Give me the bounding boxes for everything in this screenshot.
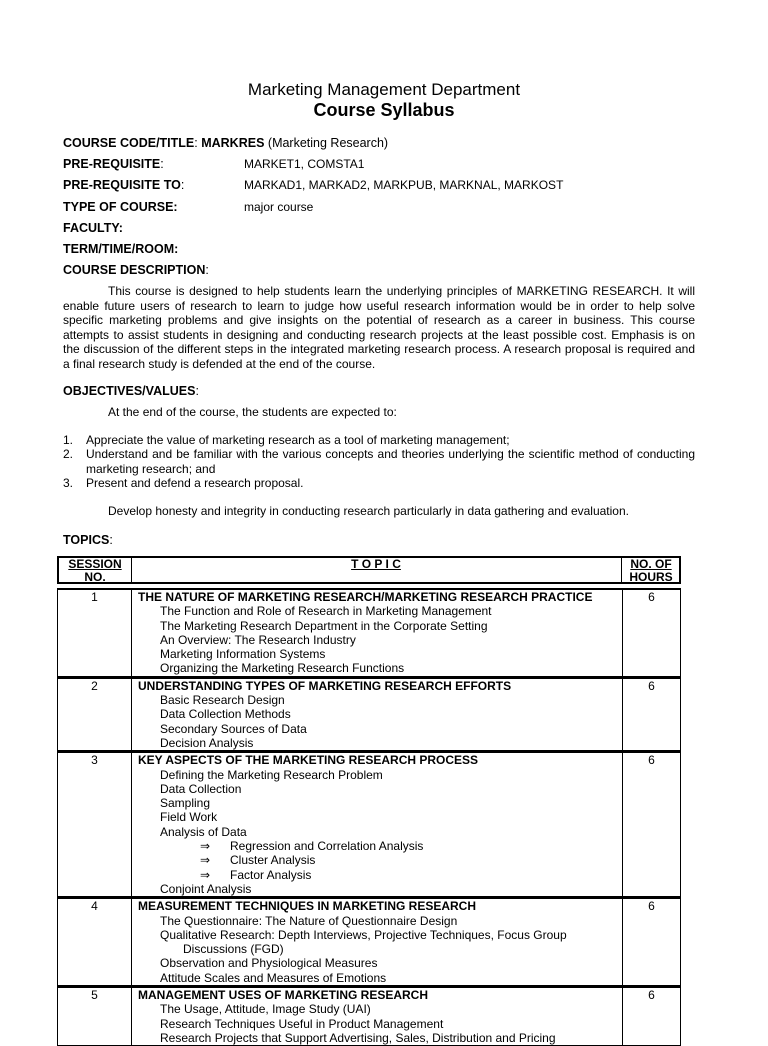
department-title: Marketing Management Department xyxy=(247,80,521,99)
values-statement: Develop honesty and integrity in conducting research particularly in data gathering and evaluation. xyxy=(108,504,629,518)
arrow-icon: ⇒ xyxy=(200,853,211,868)
objectives-heading: OBJECTIVES/VALUES: xyxy=(63,384,199,398)
course-code-label: COURSE CODE/TITLE xyxy=(63,136,195,150)
faculty-row xyxy=(63,221,123,235)
topic-line: The Marketing Research Department in the Corporate Setting xyxy=(160,618,488,633)
session-number: 4 xyxy=(58,899,132,985)
prereq-label: PRE-REQUISITE xyxy=(63,157,161,171)
prereq-to-label: PRE-REQUISITE TO xyxy=(63,178,181,192)
topic-line: Conjoint Analysis xyxy=(160,881,252,896)
topic-line: Analysis of Data xyxy=(160,824,247,839)
prereq-value: MARKET1, COMSTA1 xyxy=(244,157,365,171)
topic-line: Field Work xyxy=(160,810,218,825)
objectives-intro: At the end of the course, the students are expected to: xyxy=(108,405,397,419)
arrow-icon: ⇒ xyxy=(200,839,211,854)
topic-subline xyxy=(138,853,616,867)
topic-line: An Overview: The Research Industry xyxy=(160,632,356,647)
session-number: 5 xyxy=(58,988,132,1045)
topic-line: Secondary Sources of Data xyxy=(160,721,307,736)
topic-subline xyxy=(138,868,616,882)
topic-title: MEASUREMENT TECHNIQUES IN MARKETING RESEARCH xyxy=(138,899,477,914)
objective-item xyxy=(63,476,695,490)
topic-line: Sampling xyxy=(160,796,211,811)
desc-row: COURSE DESCRIPTION: xyxy=(63,263,209,277)
topics-table-header xyxy=(57,556,681,584)
objectives-list xyxy=(63,433,695,491)
objectives-label: OBJECTIVES/VALUES xyxy=(63,384,196,398)
prereq-row: PRE-REQUISITE: MARKET1, COMSTA1 xyxy=(63,157,365,171)
hours-value: 6 xyxy=(622,753,680,896)
table-row xyxy=(57,751,681,897)
objective-item xyxy=(63,433,695,447)
session-number: 3 xyxy=(58,753,132,896)
course-description: This course is designed to help students learn the underlying principles of MARKETING RESEARCH. It will enable future users of research to learn to judge how useful research information would be in order to help solve specific marketing problems and give insights on the potential of research as a career in business. This course attempts to assist students in designing and conducting research projects at the least possible cost. Emphasis is on the discussion of the different steps in the integrated marketing research process. A research proposal is required and a final research study is defended at the end of the course. xyxy=(63,284,695,371)
session-number: 2 xyxy=(58,679,132,750)
topic-line: Marketing Information Systems xyxy=(160,647,326,662)
objective-number: 2. xyxy=(63,447,74,462)
topic-title: KEY ASPECTS OF THE MARKETING RESEARCH PROCESS xyxy=(138,753,479,768)
topic-line: Discussions (FGD) xyxy=(183,942,284,957)
objective-text: Appreciate the value of marketing research as a tool of marketing management; xyxy=(86,433,510,447)
faculty-label: FACULTY: xyxy=(63,221,123,235)
table-row xyxy=(57,588,681,677)
topic-line: Research Techniques Useful in Product Management xyxy=(160,1016,444,1031)
course-title-value: (Marketing Research) xyxy=(267,136,389,150)
topic-title: THE NATURE OF MARKETING RESEARCH/MARKETING RESEARCH PRACTICE xyxy=(138,590,593,604)
topics-table-body xyxy=(57,588,681,1046)
topic-title: UNDERSTANDING TYPES OF MARKETING RESEARCH EFFORTS xyxy=(138,678,512,693)
topic-line: Decision Analysis xyxy=(160,735,254,750)
objective-text: Present and defend a research proposal. xyxy=(86,476,304,491)
topic-line: Basic Research Design xyxy=(160,693,285,708)
topic-line: Data Collection Methods xyxy=(160,707,291,722)
table-row xyxy=(57,897,681,986)
topic-line: Data Collection xyxy=(160,781,242,796)
topic-line: Observation and Physiological Measures xyxy=(160,956,378,971)
hours-col-header: NO. OF HOURS xyxy=(621,558,680,582)
topic-line: Attitude Scales and Measures of Emotions xyxy=(160,970,387,985)
session-number: 1 xyxy=(58,590,132,676)
topics-label: TOPICS xyxy=(63,533,110,547)
topic-line: Qualitative Research: Depth Interviews, Projective Techniques, Focus Group xyxy=(160,927,567,942)
topic-subline-text: Regression and Correlation Analysis xyxy=(230,839,424,854)
type-label: TYPE OF COURSE: xyxy=(63,200,178,214)
hours-value: 6 xyxy=(622,590,680,676)
hours-value: 6 xyxy=(622,988,680,1045)
objective-number: 1. xyxy=(63,433,74,447)
topic-line: Defining the Marketing Research Problem xyxy=(160,767,383,782)
topic-line: The Questionnaire: The Nature of Questionnaire Design xyxy=(160,913,458,928)
topic-line: The Usage, Attitude, Image Study (UAI) xyxy=(160,1002,371,1017)
topic-line: The Function and Role of Research in Marketing Management xyxy=(160,604,492,619)
prereq-to-value: MARKAD1, MARKAD2, MARKPUB, MARKNAL, MARKOST xyxy=(244,178,564,192)
objective-text: Understand and be familiar with the various concepts and theories underlying the scientific method of conducting marketing research; and xyxy=(86,447,695,476)
topic-subline-text: Factor Analysis xyxy=(230,867,312,882)
table-row xyxy=(57,986,681,1046)
hours-value: 6 xyxy=(622,679,680,750)
type-value: major course xyxy=(244,200,314,214)
course-code-row: COURSE CODE/TITLE: MARKRES (Marketing Research) xyxy=(63,136,389,150)
session-col-header: SESSION NO. xyxy=(59,558,132,582)
table-row xyxy=(57,677,681,751)
term-row xyxy=(63,242,178,256)
desc-label: COURSE DESCRIPTION xyxy=(63,263,206,277)
objective-number: 3. xyxy=(63,476,74,491)
page-title: Course Syllabus xyxy=(313,100,455,120)
topic-title: MANAGEMENT USES OF MARKETING RESEARCH xyxy=(138,988,429,1003)
course-code-value: MARKRES xyxy=(201,136,265,150)
topics-heading: TOPICS: xyxy=(63,533,113,547)
topic-col-header: T O P I C xyxy=(351,557,401,571)
term-label: TERM/TIME/ROOM: xyxy=(63,242,179,256)
hours-value: 6 xyxy=(622,899,680,985)
topic-line: Organizing the Marketing Research Functions xyxy=(160,661,405,676)
topic-line: Research Projects that Support Advertising, Sales, Distribution and Pricing xyxy=(160,1030,556,1045)
type-row xyxy=(63,200,314,214)
arrow-icon: ⇒ xyxy=(200,867,211,882)
topic-subline-text: Cluster Analysis xyxy=(230,853,316,868)
objective-item xyxy=(63,447,695,476)
prereq-to-row: PRE-REQUISITE TO: MARKAD1, MARKAD2, MARKPUB, MARKNAL, MARKOST xyxy=(63,178,564,192)
topic-subline xyxy=(138,839,616,853)
